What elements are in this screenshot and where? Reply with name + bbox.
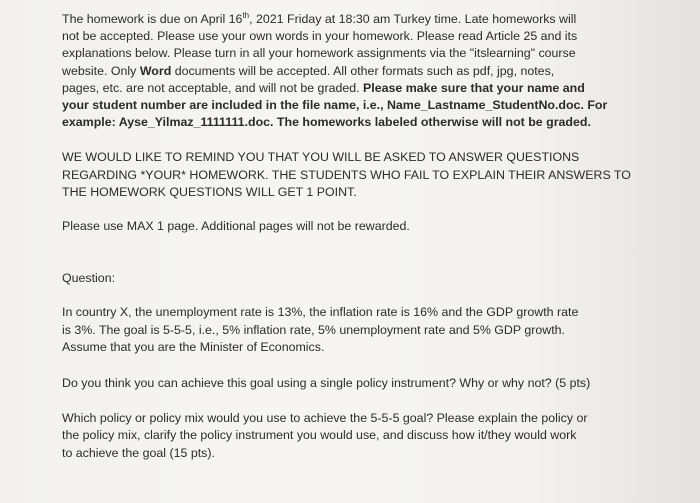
instructions-line-6: your student number are included in the file name, i.e., Name_Lastname_StudentNo.doc. For (62, 98, 608, 113)
page-limit-note (62, 218, 670, 235)
word-format-emphasis: Word (139, 63, 172, 78)
question-2-line-3: to achieve the goal (15 pts). (62, 445, 215, 460)
question-1-text: Do you think you can achieve this goal using a single policy instrument? Why or why not? (5 pts) (62, 376, 591, 391)
instructions-line-1 (62, 11, 670, 28)
format-text-continued: documents will be accepted. All other formats such as pdf, jpg, notes, (171, 63, 555, 78)
scenario-line-3: Assume that you are the Minister of Economics. (62, 339, 325, 354)
due-date-text-continued: , 2021 Friday at 18:30 am Turkey time. Late homeworks will (249, 12, 577, 26)
question-heading-text: Question: (62, 271, 116, 286)
scenario-line-1: In country X, the unemployment rate is 13%, the inflation rate is 16% and the GDP growth rate (62, 305, 579, 320)
instructions-line-3: explanations below. Please turn in all your homework assignments via the "itslearning" course (62, 46, 576, 61)
ordinal-suffix: th (242, 10, 250, 20)
instructions-line-5 (62, 80, 670, 97)
filename-rule-emphasis: Please make sure that your name and (363, 80, 585, 95)
due-date-text: The homework is due on April 16 (62, 12, 243, 26)
question-2-line-2: the policy mix, clarify the policy instrument you would use, and discuss how it/they would work (62, 428, 577, 443)
scenario-line-2: is 3%. The goal is 5-5-5, i.e., 5% inflation rate, 5% unemployment rate and 5% GDP growth. (62, 322, 566, 337)
instructions-line-7: example: Ayse_Yilmaz_1111111.doc. The homeworks labeled otherwise will not be graded. (62, 115, 591, 130)
instructions-line-4 (62, 63, 670, 80)
scenario-paragraph (62, 304, 670, 356)
reminder-notice (62, 149, 670, 201)
question-2-line-1: Which policy or policy mix would you use to achieve the 5-5-5 goal? Please explain the policy or (62, 411, 588, 426)
homework-instructions (62, 11, 670, 131)
reminder-line-1: WE WOULD LIKE TO REMIND YOU THAT YOU WILL BE ASKED TO ANSWER QUESTIONS (62, 150, 580, 165)
question-heading (62, 270, 670, 287)
page-limit-line: Please use MAX 1 page. Additional pages will not be rewarded. (62, 219, 410, 234)
question-2 (62, 410, 670, 462)
question-1 (62, 375, 670, 392)
grading-text: pages, etc. are not acceptable, and will not be graded. (62, 80, 364, 95)
reminder-line-3: THE HOMEWORK QUESTIONS WILL GET 1 POINT. (62, 184, 357, 199)
reminder-line-2: REGARDING *YOUR* HOMEWORK. THE STUDENTS WHO FAIL TO EXPLAIN THEIR ANSWERS TO (62, 167, 631, 182)
format-text: website. Only (62, 63, 140, 78)
instructions-line-2: not be accepted. Please use your own words in your homework. Please read Article 25 and its (62, 29, 578, 44)
